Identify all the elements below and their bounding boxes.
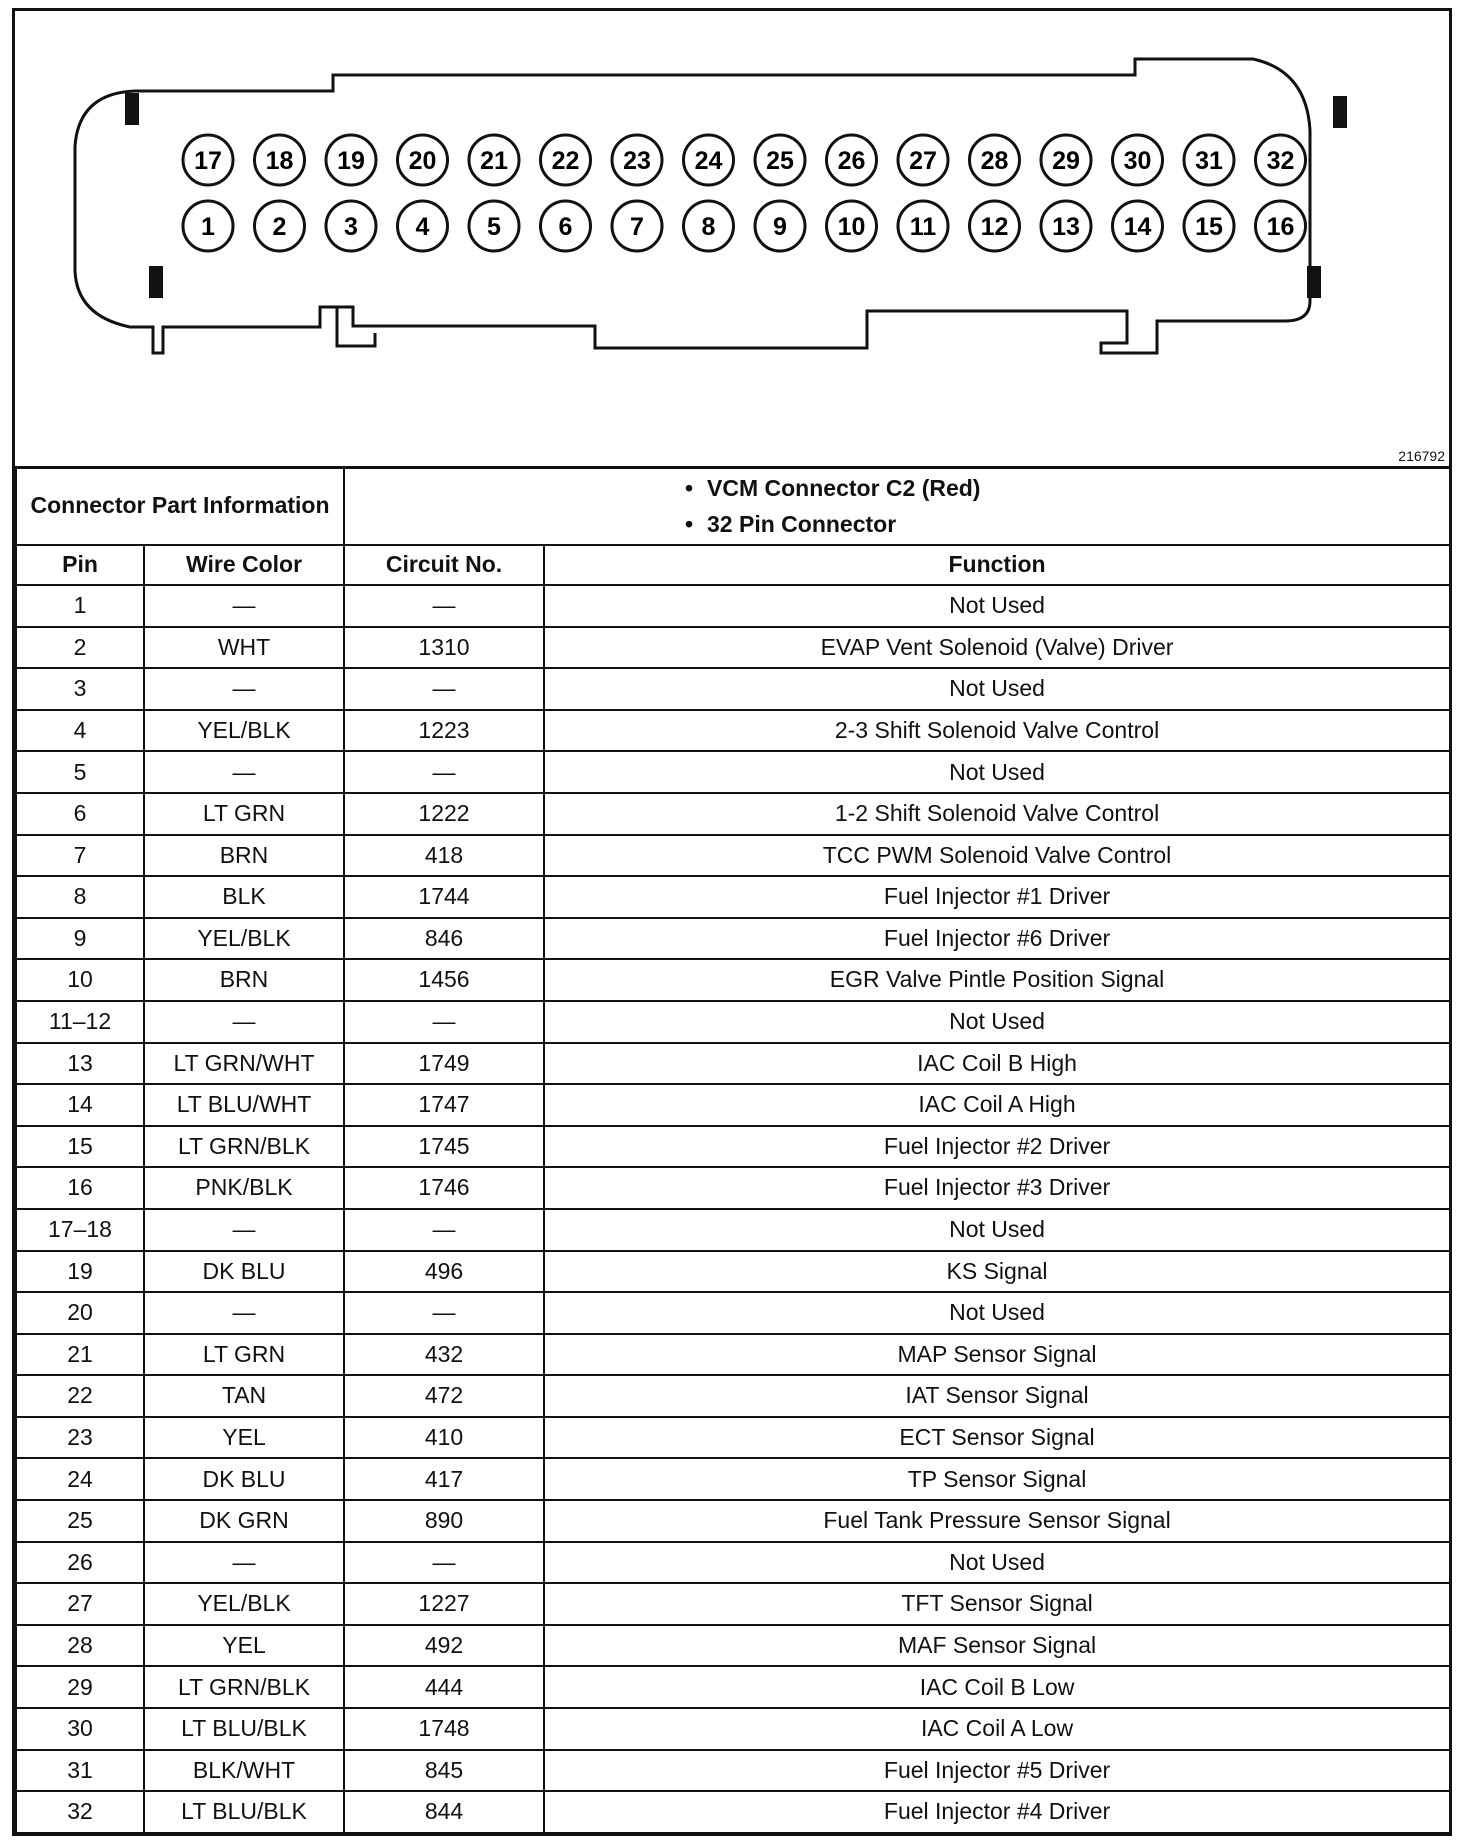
table-row [16,1084,1450,1126]
table-row [16,1043,1450,1085]
connector-sheet [12,8,1452,1836]
table-row [16,1334,1450,1376]
wire-color-cell: LT BLU/BLK [144,1791,344,1833]
circuit-no-cell: 417 [344,1458,544,1500]
table-row [16,627,1450,669]
pin-cell: 29 [16,1666,144,1708]
pin-cell: 13 [16,1043,144,1085]
pin-number: 28 [980,147,1009,175]
connector-info-name: VCM Connector C2 (Red) [707,475,981,501]
function-cell: Fuel Injector #2 Driver [544,1126,1450,1168]
function-cell: KS Signal [544,1251,1450,1293]
pin-number: 22 [551,147,580,175]
pin-cell: 17–18 [16,1209,144,1251]
pin-number: 1 [201,213,215,241]
pin-number: 32 [1266,147,1295,175]
pin-cell: 7 [16,835,144,877]
wire-color-cell: BLK/WHT [144,1750,344,1792]
pinout-rows [16,585,1450,1833]
table-row [16,1292,1450,1334]
circuit-no-cell: 1227 [344,1583,544,1625]
pinout-table [15,466,1451,1834]
circuit-no-cell: 1747 [344,1084,544,1126]
function-cell: IAC Coil A High [544,1084,1450,1126]
connector-info-row [16,467,1450,545]
circuit-no-cell: 432 [344,1334,544,1376]
pin-cell: 6 [16,793,144,835]
circuit-no-cell: 410 [344,1417,544,1459]
wire-color-cell: WHT [144,627,344,669]
table-row [16,1583,1450,1625]
function-cell: IAC Coil A Low [544,1708,1450,1750]
pin-number: 25 [766,147,794,175]
circuit-no-cell: 1456 [344,959,544,1001]
wire-color-cell: DK BLU [144,1251,344,1293]
circuit-no-cell: 1746 [344,1167,544,1209]
pin-cell: 16 [16,1167,144,1209]
pin-cell: 2 [16,627,144,669]
circuit-no-cell: 418 [344,835,544,877]
pin-number: 17 [194,147,222,175]
connector-info-item: • 32 Pin Connector [685,511,897,537]
table-row [16,1542,1450,1584]
pin-cell: 9 [16,918,144,960]
wire-color-cell: LT GRN/BLK [144,1126,344,1168]
table-row [16,1708,1450,1750]
pin-number: 7 [630,213,644,241]
connector-face-drawing [15,11,1449,466]
connector-info-label: Connector Part Information [16,467,344,545]
wire-color-cell: YEL/BLK [144,710,344,752]
wire-color-cell: TAN [144,1375,344,1417]
function-cell: Not Used [544,751,1450,793]
table-row [16,1375,1450,1417]
function-cell: MAP Sensor Signal [544,1334,1450,1376]
function-cell: Not Used [544,585,1450,627]
pin-number: 12 [980,213,1009,241]
wire-color-cell: YEL/BLK [144,918,344,960]
function-cell: Fuel Injector #4 Driver [544,1791,1450,1833]
wire-color-cell: — [144,585,344,627]
wire-color-cell: LT BLU/BLK [144,1708,344,1750]
circuit-no-cell: 845 [344,1750,544,1792]
circuit-no-cell: 846 [344,918,544,960]
wire-color-cell: YEL [144,1625,344,1667]
function-cell: TFT Sensor Signal [544,1583,1450,1625]
table-row [16,710,1450,752]
circuit-no-cell: — [344,668,544,710]
circuit-no-cell: 1744 [344,876,544,918]
circuit-no-cell: 1745 [344,1126,544,1168]
pin-number: 19 [337,147,365,175]
pin-cell: 20 [16,1292,144,1334]
table-row [16,668,1450,710]
pin-number: 18 [265,147,294,175]
circuit-no-cell: — [344,751,544,793]
pin-cell: 25 [16,1500,144,1542]
table-row [16,1126,1450,1168]
pin-number: 20 [408,147,437,175]
circuit-no-cell: 1223 [344,710,544,752]
table-row [16,1209,1450,1251]
wire-color-cell: DK GRN [144,1500,344,1542]
circuit-no-cell: 890 [344,1500,544,1542]
function-cell: IAC Coil B Low [544,1666,1450,1708]
pin-cell: 27 [16,1583,144,1625]
circuit-no-cell: 1749 [344,1043,544,1085]
table-row [16,1001,1450,1043]
pin-cell: 11–12 [16,1001,144,1043]
table-row [16,1750,1450,1792]
top-pin-row [183,135,1306,185]
function-cell: IAC Coil B High [544,1043,1450,1085]
function-cell: 1-2 Shift Solenoid Valve Control [544,793,1450,835]
function-cell: Fuel Injector #1 Driver [544,876,1450,918]
pin-number: 9 [773,213,787,241]
pin-cell: 19 [16,1251,144,1293]
polarization-key-bottom-left [149,266,163,298]
pin-number: 8 [701,213,716,241]
function-cell: Not Used [544,1542,1450,1584]
pin-number: 21 [480,147,508,175]
pin-number: 29 [1052,147,1080,175]
pin-cell: 32 [16,1791,144,1833]
function-cell: Fuel Injector #5 Driver [544,1750,1450,1792]
circuit-no-cell: — [344,1209,544,1251]
wire-color-cell: DK BLU [144,1458,344,1500]
pin-cell: 26 [16,1542,144,1584]
circuit-no-cell: 1222 [344,793,544,835]
wire-color-cell: — [144,1542,344,1584]
function-cell: Fuel Tank Pressure Sensor Signal [544,1500,1450,1542]
header-wire-color: Wire Color [144,545,344,585]
pin-cell: 4 [16,710,144,752]
pin-cell: 15 [16,1126,144,1168]
header-pin: Pin [16,545,144,585]
pin-number: 2 [272,213,287,241]
wire-color-cell: LT GRN/WHT [144,1043,344,1085]
function-cell: EGR Valve Pintle Position Signal [544,959,1450,1001]
polarization-key-bottom-right [1307,266,1321,298]
wire-color-cell: — [144,751,344,793]
function-cell: ECT Sensor Signal [544,1417,1450,1459]
function-cell: Fuel Injector #3 Driver [544,1167,1450,1209]
circuit-no-cell: — [344,1542,544,1584]
wire-color-cell: — [144,1001,344,1043]
table-header-row [16,545,1450,585]
table-row [16,793,1450,835]
pin-number: 6 [558,213,573,241]
bottom-pin-row [183,201,1306,251]
pin-number: 14 [1123,213,1152,241]
connector-info-values [344,467,1450,545]
wire-color-cell: LT GRN/BLK [144,1666,344,1708]
pin-number: 15 [1195,213,1223,241]
connector-info-item: • VCM Connector C2 (Red) [685,475,981,501]
circuit-no-cell: — [344,1001,544,1043]
table-row [16,876,1450,918]
pin-cell: 24 [16,1458,144,1500]
pin-cell: 21 [16,1334,144,1376]
table-row [16,959,1450,1001]
pin-cell: 10 [16,959,144,1001]
table-row [16,1666,1450,1708]
table-row [16,1417,1450,1459]
connector-info-pins: 32 Pin Connector [707,511,897,537]
pin-number: 11 [909,213,937,241]
wire-color-cell: BRN [144,835,344,877]
pin-number: 13 [1052,213,1080,241]
pin-number: 3 [344,213,358,241]
wire-color-cell: PNK/BLK [144,1167,344,1209]
drawing-number: 216792 [1398,448,1445,464]
table-row [16,918,1450,960]
wire-color-cell: LT BLU/WHT [144,1084,344,1126]
polarization-key-top-right [1333,96,1347,128]
function-cell: Not Used [544,1001,1450,1043]
pin-cell: 3 [16,668,144,710]
circuit-no-cell: 444 [344,1666,544,1708]
pin-number: 27 [909,147,937,175]
function-cell: EVAP Vent Solenoid (Valve) Driver [544,627,1450,669]
function-cell: TCC PWM Solenoid Valve Control [544,835,1450,877]
function-cell: TP Sensor Signal [544,1458,1450,1500]
pin-number: 10 [837,213,866,241]
table-row [16,835,1450,877]
pin-cell: 28 [16,1625,144,1667]
table-row [16,1251,1450,1293]
polarization-key-top-left [125,93,139,125]
circuit-no-cell: 1310 [344,627,544,669]
pin-cell: 1 [16,585,144,627]
circuit-no-cell: — [344,1292,544,1334]
function-cell: Fuel Injector #6 Driver [544,918,1450,960]
pin-number: 30 [1123,147,1152,175]
pin-number: 23 [623,147,651,175]
circuit-no-cell: 844 [344,1791,544,1833]
pin-number: 4 [415,213,430,241]
table-row [16,585,1450,627]
function-cell: 2-3 Shift Solenoid Valve Control [544,710,1450,752]
circuit-no-cell: 496 [344,1251,544,1293]
pin-cell: 8 [16,876,144,918]
table-row [16,751,1450,793]
function-cell: Not Used [544,1292,1450,1334]
wire-color-cell: YEL/BLK [144,1583,344,1625]
header-function: Function [544,545,1450,585]
table-row [16,1500,1450,1542]
table-row [16,1625,1450,1667]
function-cell: Not Used [544,668,1450,710]
function-cell: MAF Sensor Signal [544,1625,1450,1667]
wire-color-cell: BRN [144,959,344,1001]
pin-number: 5 [487,213,501,241]
pin-number: 26 [837,147,866,175]
function-cell: IAT Sensor Signal [544,1375,1450,1417]
pin-cell: 5 [16,751,144,793]
wire-color-cell: — [144,1209,344,1251]
wire-color-cell: LT GRN [144,793,344,835]
circuit-no-cell: 492 [344,1625,544,1667]
circuit-no-cell: — [344,585,544,627]
pin-cell: 22 [16,1375,144,1417]
pin-number: 24 [694,147,723,175]
wire-color-cell: YEL [144,1417,344,1459]
wire-color-cell: LT GRN [144,1334,344,1376]
pin-cell: 14 [16,1084,144,1126]
wire-color-cell: — [144,1292,344,1334]
pin-cell: 31 [16,1750,144,1792]
table-row [16,1791,1450,1833]
wire-color-cell: BLK [144,876,344,918]
table-row [16,1167,1450,1209]
wire-color-cell: — [144,668,344,710]
table-row [16,1458,1450,1500]
function-cell: Not Used [544,1209,1450,1251]
pin-cell: 23 [16,1417,144,1459]
header-circuit-no: Circuit No. [344,545,544,585]
pin-number: 31 [1195,147,1223,175]
pin-number: 16 [1266,213,1295,241]
circuit-no-cell: 472 [344,1375,544,1417]
pin-cell: 30 [16,1708,144,1750]
circuit-no-cell: 1748 [344,1708,544,1750]
connector-diagram [15,11,1449,469]
